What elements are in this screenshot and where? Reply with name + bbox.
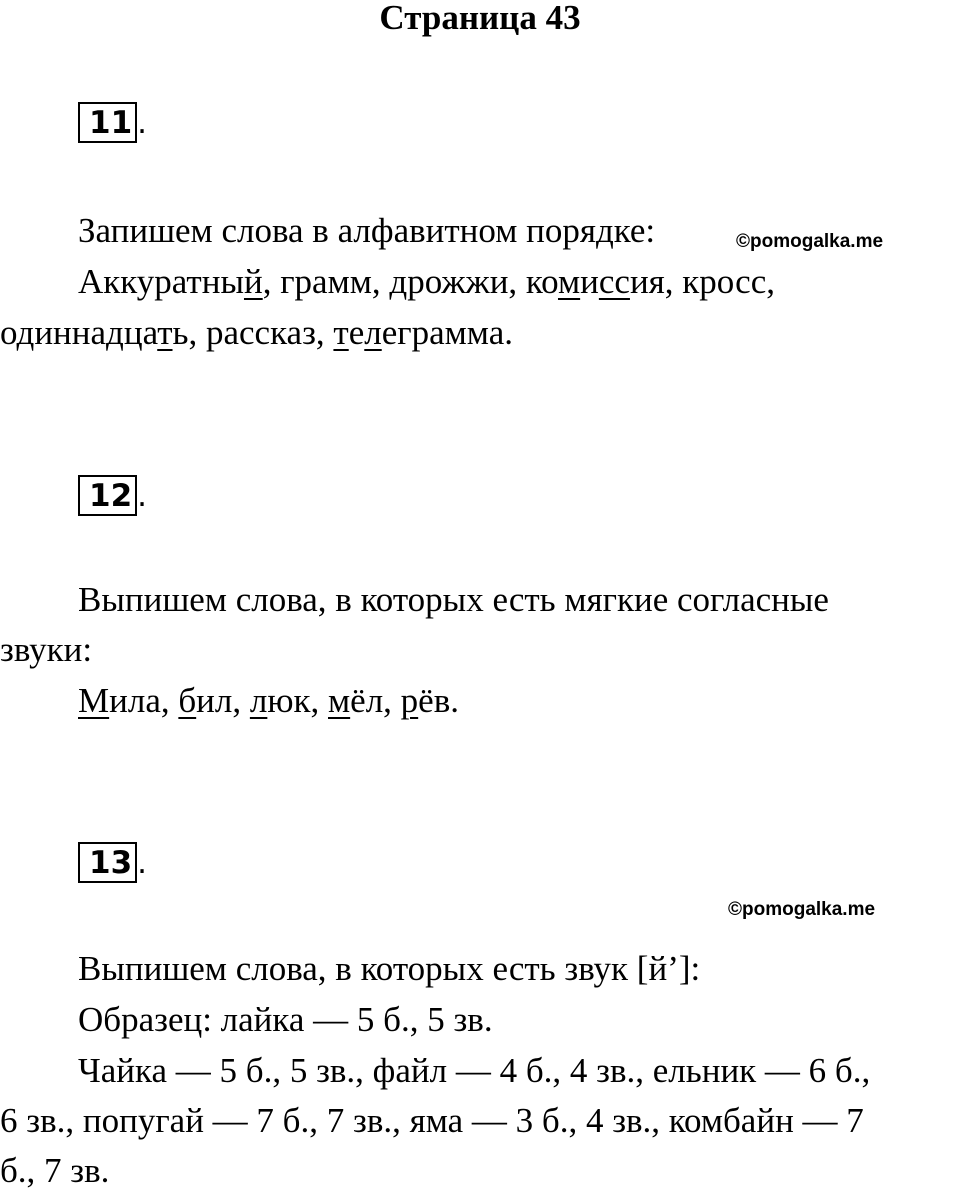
text-segment: еграмма. [381,313,514,352]
text-segment: е [348,313,365,352]
text-segment: , грамм, дрожжи, ко [262,262,558,301]
underlined-letter: м [328,681,351,720]
task-13-sample: Образец: лайка — 5 б., 5 зв. [78,1000,493,1039]
underlined-letter: м [557,262,581,301]
underlined-letter: т [333,313,349,352]
watermark-2: ©pomogalka.me [728,899,876,920]
task-number-box: 11 [78,102,137,143]
task-number-box: 12 [78,475,137,516]
task-12-intro-line-1: Выпишем слова, в которых есть мягкие согласные [78,580,829,619]
task-number-box: 13 [78,842,137,883]
watermark-1: ©pomogalka.me [736,231,884,252]
task-13-answer-line-3: б., 7 зв. [0,1151,110,1190]
underlined-letter: сс [598,262,630,301]
task-number-13: 13 . [78,842,147,883]
task-number-11: 11 . [78,102,147,143]
underlined-letter: т [157,313,173,352]
text-segment: о [0,313,17,352]
text-segment: юк, [267,681,328,720]
text-segment: ия, кросс, [629,262,775,301]
text-segment: ил, [196,681,250,720]
task-11-answer-line-2 [0,308,950,358]
task-12-answer-line-1 [0,676,960,726]
task-13-answer-line-1: Чайка — 5 б., 5 зв., файл — 4 б., 4 зв., ельник — 6 б., [78,1051,871,1090]
task-11-intro-text: Запишем слова в алфавитном порядке: [78,211,656,250]
underlined-letter: й [243,262,263,301]
task-13-intro: Выпишем слова, в которых есть звук [й’]: [78,949,701,988]
underlined-letter: л [249,681,268,720]
text-segment: иннадца [34,313,158,352]
underlined-letter: М [78,681,110,720]
text-segment: ёл, [350,681,401,720]
text-segment: и [580,262,599,301]
text-segment: ь, рассказ, [172,313,334,352]
task-11-answer-line-1 [0,257,960,307]
text-segment: ёв. [418,681,459,720]
underlined-letter: л [364,313,382,352]
task-number-12: 12 . [78,475,147,516]
underlined-letter: р [400,681,419,720]
task-12-intro-line-2: звуки: [0,630,93,669]
underlined-letter: б [178,681,197,720]
task-13-answer-line-2: 6 зв., попугай — 7 б., 7 зв., яма — 3 б., 4 зв., комбайн — 7 [0,1101,864,1140]
underlined-letter: д [16,313,35,352]
page-title: Страница 43 [379,0,581,37]
text-segment: Аккуратны [78,262,244,301]
text-segment: ила, [109,681,179,720]
